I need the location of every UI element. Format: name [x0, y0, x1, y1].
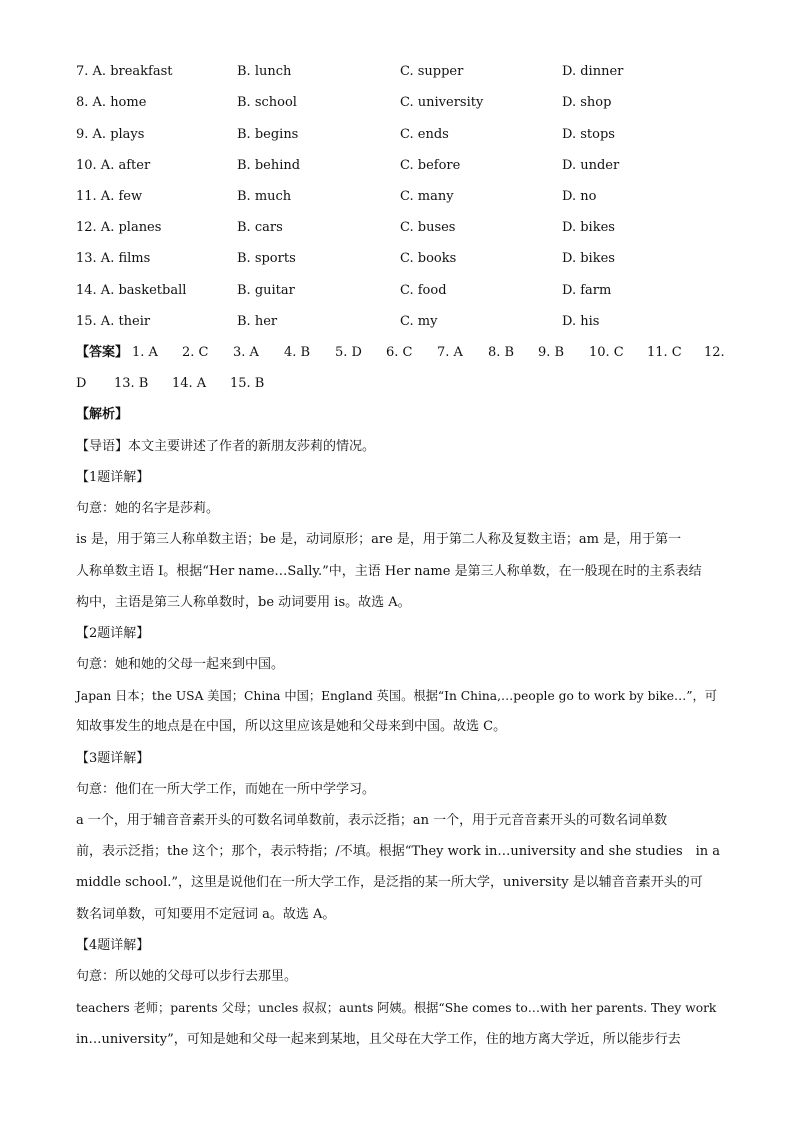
text-line: 人称单数主语 I。根据“Her name…Sally.”中，主语 Her name 是第三人称单数，在一般现在时的主系表结: [76, 564, 702, 579]
answer-item: D: [76, 376, 87, 391]
text-line: 句意：她的名字是莎莉。: [76, 501, 220, 516]
answer-item: 11. C: [647, 345, 682, 360]
option-d: D. bikes: [562, 220, 615, 235]
option-c: C. books: [400, 251, 457, 266]
answer-item: 12.: [704, 345, 725, 360]
answer-item: 5. D: [335, 345, 362, 360]
option-a: 10. A. after: [76, 158, 151, 173]
option-d: D. farm: [562, 283, 612, 298]
option-d: D. shop: [562, 95, 612, 110]
option-b: B. guitar: [237, 283, 295, 298]
answer-item: 9. B: [538, 345, 565, 360]
option-row: [76, 156, 736, 176]
answer-item: 14. A: [172, 376, 207, 391]
text-line: Japan 日本；the USA 美国；China 中国；England 英国。根据“In China,…people go to work by bike…”，可: [76, 689, 718, 703]
option-b: B. school: [237, 95, 297, 110]
answer-label: 【答案】: [76, 345, 129, 360]
option-b: B. her: [237, 314, 278, 329]
answer-item: 3. A: [233, 345, 259, 360]
text-line: 知故事发生的地点是在中国，所以这里应该是她和父母来到中国。故选 C。: [76, 719, 507, 734]
option-a: 12. A. planes: [76, 220, 162, 235]
option-a: 14. A. basketball: [76, 283, 187, 298]
option-c: C. food: [400, 283, 447, 298]
text-line: a 一个，用于辅音音素开头的可数名词单数前，表示泛指；an 一个，用于元音音素开头的可数名词单数: [76, 813, 668, 828]
option-c: C. many: [400, 189, 454, 204]
option-row: [76, 93, 736, 113]
option-d: D. his: [562, 314, 600, 329]
option-d: D. dinner: [562, 64, 624, 79]
section-heading: 【2题详解】: [76, 626, 150, 641]
text-line: 数名词单数，可知要用不定冠词 a。故选 A。: [76, 907, 336, 922]
answer-item: 7. A: [437, 345, 463, 360]
text-line: 句意：所以她的父母可以步行去那里。: [76, 969, 298, 984]
answer-line: [76, 342, 725, 364]
answer-item: 1. A: [132, 345, 158, 360]
option-c: C. before: [400, 158, 461, 173]
text-line: in…university”，可知是她和父母一起来到某地，且父母在大学工作，住的地方离大学近，所以能步行去: [76, 1032, 681, 1047]
option-d: D. bikes: [562, 251, 615, 266]
option-a: 8. A. home: [76, 95, 147, 110]
answer-item: 4. B: [284, 345, 311, 360]
option-d: D. no: [562, 189, 597, 204]
section-heading: 【3题详解】: [76, 751, 150, 766]
analysis-label: 【解析】: [76, 407, 129, 422]
option-a: 11. A. few: [76, 189, 143, 204]
option-b: B. cars: [237, 220, 283, 235]
answer-item: 13. B: [114, 376, 149, 391]
option-d: D. stops: [562, 127, 615, 142]
answer-item: 2. C: [182, 345, 209, 360]
option-c: C. my: [400, 314, 438, 329]
option-a: 9. A. plays: [76, 127, 145, 142]
option-a: 13. A. films: [76, 251, 151, 266]
text-line: 句意：他们在一所大学工作，而她在一所中学学习。: [76, 782, 376, 797]
option-c: C. supper: [400, 64, 464, 79]
option-row: [76, 187, 736, 207]
section-heading: 【4题详解】: [76, 938, 150, 953]
option-c: C. university: [400, 95, 484, 110]
option-b: B. behind: [237, 158, 301, 173]
text-line: 构中，主语是第三人称单数时，be 动词要用 is。故选 A。: [76, 595, 411, 610]
answer-item: 6. C: [386, 345, 413, 360]
text-line: middle school.”，这里是说他们在一所大学工作，是泛指的某一所大学，university 是以辅音音素开头的可: [76, 875, 703, 890]
answer-item: 15. B: [230, 376, 265, 391]
option-row: [76, 249, 736, 269]
option-row: [76, 125, 736, 145]
option-b: B. much: [237, 189, 292, 204]
text-line: is 是，用于第三人称单数主语；be 是，动词原形；are 是，用于第二人称及复数主语；am 是，用于第一: [76, 532, 682, 547]
answer-line: [76, 373, 722, 395]
option-c: C. ends: [400, 127, 449, 142]
option-b: B. begins: [237, 127, 299, 142]
text-line: 句意：她和她的父母一起来到中国。: [76, 657, 285, 672]
answer-item: 8. B: [488, 345, 515, 360]
option-row: [76, 312, 736, 332]
option-b: B. lunch: [237, 64, 292, 79]
text-line: 前，表示泛指；the 这个；那个，表示特指；/不填。根据“They work in…university and she studies in a: [76, 844, 721, 859]
option-c: C. buses: [400, 220, 456, 235]
option-b: B. sports: [237, 251, 296, 266]
option-row: [76, 218, 736, 238]
option-a: 15. A. their: [76, 314, 151, 329]
option-row: [76, 62, 736, 82]
answer-item: 10. C: [589, 345, 624, 360]
option-a: 7. A. breakfast: [76, 64, 173, 79]
option-d: D. under: [562, 158, 620, 173]
lead-paragraph: 【导语】本文主要讲述了作者的新朋友莎莉的情况。: [76, 439, 376, 454]
text-line: teachers 老师；parents 父母；uncles 叔叔；aunts 阿姨。根据“She comes to…with her parents. They work: [76, 1001, 717, 1015]
section-heading: 【1题详解】: [76, 470, 150, 485]
option-row: [76, 281, 736, 301]
